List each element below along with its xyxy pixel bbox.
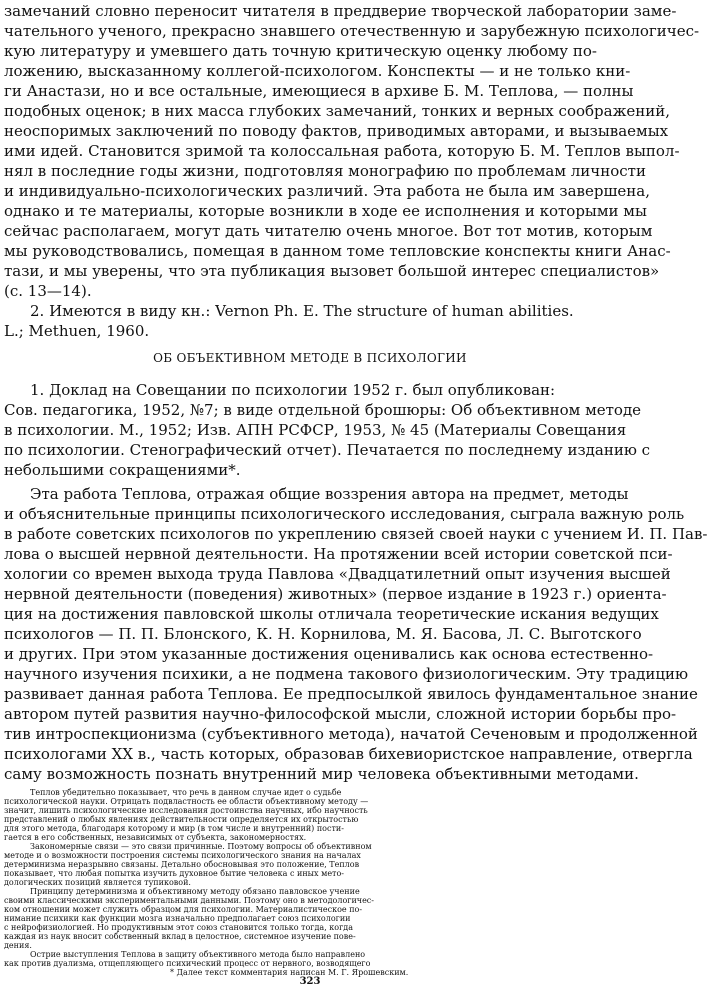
text-line: (с. 13—14).: [4, 282, 92, 300]
text-line: как против дуализма, отщепляющего психический процесс от нервного, возводящего: [4, 959, 371, 968]
text-line: сейчас располагаем, могут дать читателю очень многое. Вот тот мотив, которым: [4, 222, 653, 240]
text-line: кую литературу и умевшего дать точную критическую оценку любому по-: [4, 42, 597, 60]
text-line: замечаний словно переносит читателя в преддверие творческой лаборатории заме-: [4, 2, 677, 20]
text-line: подобных оценок; в них масса глубоких замечаний, тонких и верных соображений,: [4, 102, 671, 120]
text-line: психологами XX в., часть которых, образовав бихевиористское направление, отвергла: [4, 745, 693, 763]
text-line: психологов — П. П. Блонского, К. Н. Корнилова, М. Я. Басова, Л. С. Выготского: [4, 625, 642, 643]
text-line: своими классическими экспериментальными данными. Поэтому оно в методологичес-: [4, 896, 374, 905]
text-line: в работе советских психологов по укреплению связей своей науки с учением И. П. Пав-: [4, 525, 708, 543]
text-line: методе и о возможности построения системы психологического знания на началах: [4, 851, 361, 860]
text-line: неоспоримых заключений по поводу фактов, приводимых авторами, и вызываемых: [4, 122, 669, 140]
section-title: ОБ ОБЪЕКТИВНОМ МЕТОДЕ В ПСИХОЛОГИИ: [153, 351, 467, 365]
text-line: Эта работа Теплова, отражая общие воззрения автора на предмет, методы: [30, 485, 629, 503]
text-line: ложению, высказанному коллегой-психологом. Конспекты — и не только кни-: [4, 62, 631, 80]
text-line: ция на достижения павловской школы отличала теоретические искания ведущих: [4, 605, 659, 623]
text-line: тив интроспекционизма (субъективного метода), начатой Сеченовым и продолженной: [4, 725, 698, 743]
text-line: Теплов убедительно показывает, что речь в данном случае идет о судьбе: [30, 788, 342, 797]
text-line: Закономерные связи — это связи причинные. Поэтому вопросы об объективном: [30, 842, 372, 851]
text-line: тази, и мы уверены, что эта публикация вызовет большой интерес специалистов»: [4, 262, 660, 280]
text-line: саму возможность познать внутренний мир человека объективными методами.: [4, 765, 639, 783]
text-line: детерминизма неразрывно связаны. Детально обосновывая это положение, Теплов: [4, 860, 360, 869]
text-line: и других. При этом указанные достижения оценивались как основа естественно-: [4, 645, 654, 663]
text-line: дения.: [4, 941, 32, 950]
text-line: ком отношении может служить образцом для психологии. Материалистическое по-: [4, 905, 363, 914]
text-line: Сов. педагогика, 1952, №7; в виде отдельной брошюры: Об объективном методе: [4, 401, 642, 419]
text-line: показывает, что любая попытка изучить духовное бытие человека с иных мето-: [4, 869, 344, 878]
text-line: нимание психики как функции мозга изначально предполагает союз психологии: [4, 914, 351, 923]
text-line: 1. Доклад на Совещании по психологии 1952 г. был опубликован:: [30, 381, 556, 399]
text-line: автором путей развития научно-философской мысли, сложной истории борьбы про-: [4, 705, 677, 723]
text-line: лова о высшей нервной деятельности. На протяжении всей истории советской пси-: [4, 545, 673, 563]
text-line: гается в его собственных, независимых от субъекта, закономерностях.: [4, 833, 307, 842]
text-line: чательного ученого, прекрасно знавшего отечественную и зарубежную психологичес-: [4, 22, 700, 40]
text-line: однако и те материалы, которые возникли в ходе ее исполнения и которыми мы: [4, 202, 647, 220]
text-line: и индивидуально-психологических различий. Эта работа не была им завершена,: [4, 182, 650, 200]
text-line: каждая из наук вносит собственный вклад в целостное, системное изучение пове-: [4, 932, 356, 941]
text-line: в психологии. М., 1952; Изв. АПН РСФСР, 1953, № 45 (Материалы Совещания: [4, 421, 627, 439]
text-line: небольшими сокращениями*.: [4, 461, 241, 479]
text-line: ги Анастази, но и все остальные, имеющиеся в архиве Б. М. Теплова, — полны: [4, 82, 634, 100]
note-2-line: L.; Methuen, 1960.: [4, 322, 150, 340]
text-line: хологии со времен выхода труда Павлова «Двадцатилетний опыт изучения высшей: [4, 565, 671, 583]
text-line: Принципу детерминизма и объективному методу обязано павловское учение: [30, 887, 360, 896]
text-line: дологических позиций является тупиковой.: [4, 878, 191, 887]
text-line: значит, лишить психологические исследования достоинства научных, ибо научность: [4, 806, 368, 815]
text-line: развивает данная работа Теплова. Ее предпосылкой явилось фундаментальное знание: [4, 685, 698, 703]
footnote: * Далее текст комментария написан М. Г. Ярошевским.: [170, 968, 409, 977]
text-line: по психологии. Стенографический отчет). Печатается по последнему изданию с: [4, 441, 651, 459]
text-line: с нейрофизиологией. Но продуктивным этот союз становится только тогда, когда: [4, 923, 353, 932]
text-line: ими идей. Становится зримой та колоссальная работа, которую Б. М. Теплов выпол-: [4, 142, 680, 160]
text-line: психологической науки. Отрицать подвластность ее области объективному методу —: [4, 797, 369, 806]
text-line: нервной деятельности (поведения) животных» (первое издание в 1923 г.) ориента-: [4, 585, 667, 603]
page-number: 323: [299, 976, 321, 987]
text-line: научного изучения психики, а не подмена такового физиологическим. Эту традицию: [4, 665, 689, 683]
text-line: для этого метода, благодаря которому и мир (в том числе и внутренний) пости-: [4, 824, 344, 833]
note-2-line: 2. Имеются в виду кн.: Vernon Ph. E. The structure of human abilities.: [30, 302, 574, 320]
text-line: Острие выступления Теплова в защиту объективного метода было направлено: [30, 950, 366, 959]
text-line: и объяснительные принципы психологического исследования, сыграла важную роль: [4, 505, 685, 523]
text-line: представлений о любых явлениях действительности определяется их открытостью: [4, 815, 359, 824]
text-line: мы руководствовались, помещая в данном томе тепловские конспекты книги Анас-: [4, 242, 671, 260]
text-line: нял в последние годы жизни, подготовляя монографию по проблемам личности: [4, 162, 646, 180]
